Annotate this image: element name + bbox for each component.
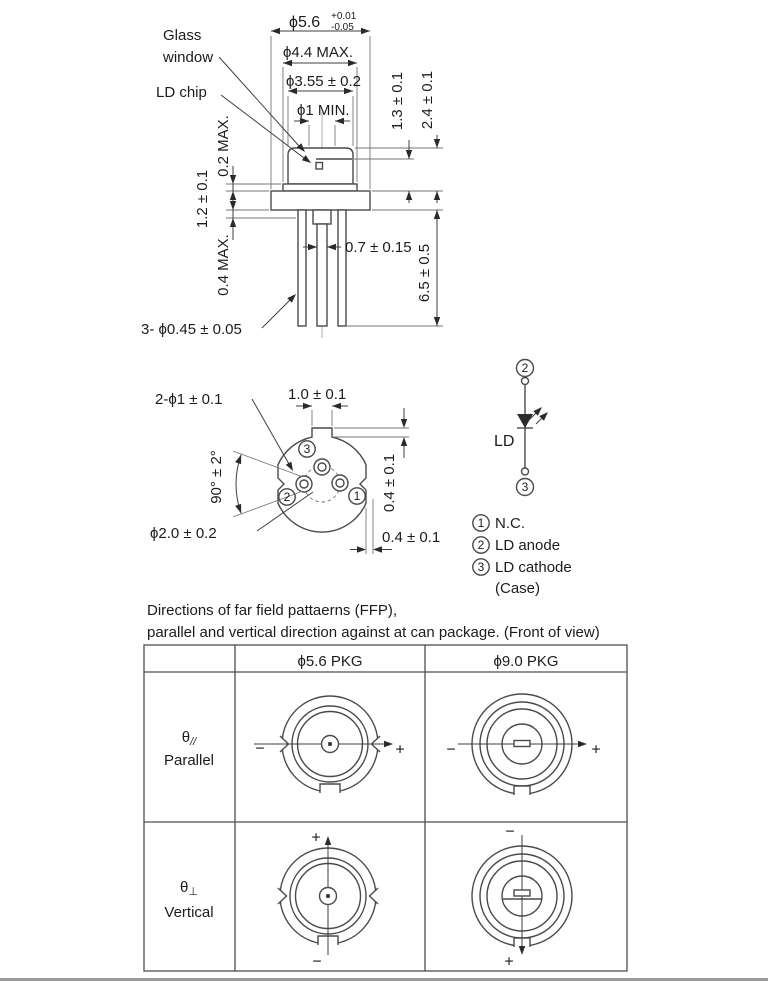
dim-flat-depth: 0.4 ± 0.1 bbox=[382, 529, 441, 546]
anode-pin-number: 2 bbox=[521, 361, 529, 375]
bottom-tab-notch bbox=[320, 784, 340, 793]
anode-terminal bbox=[522, 378, 529, 385]
lead-right bbox=[338, 210, 346, 326]
diode-triangle bbox=[517, 414, 533, 428]
emitter-dot bbox=[328, 742, 332, 746]
dim-window-diameter: ϕ1 MIN. bbox=[297, 102, 350, 119]
plus-sign: + bbox=[311, 829, 321, 847]
light-emission-arrows bbox=[530, 407, 548, 424]
dim-rim-diameter: ϕ4.4 MAX. bbox=[283, 44, 354, 61]
pin-2-number: 2 bbox=[283, 490, 291, 504]
ffp-caption-line2: parallel and vertical direction against at can package. (Front of view) bbox=[147, 624, 600, 641]
dim-plate-thickness: 0.2 MAX. bbox=[215, 115, 232, 177]
ffp-row2-symbol: $\theta_\perp$ bbox=[180, 879, 198, 898]
flange bbox=[271, 191, 370, 210]
side-view bbox=[141, 11, 443, 338]
circuit-diagram bbox=[473, 360, 572, 598]
lead-center bbox=[317, 224, 327, 326]
legend-1-number: 1 bbox=[477, 516, 485, 530]
minus-sign: − bbox=[312, 953, 322, 971]
pin-legend bbox=[473, 515, 572, 597]
ld-chip-square bbox=[316, 163, 323, 170]
dim-cap-diameter-tol-lower: -0.05 bbox=[331, 22, 354, 33]
dim-cylinder-diameter: ϕ3.55 ± 0.2 bbox=[286, 73, 362, 90]
dim-pin-angle: 90° ± 2° bbox=[208, 450, 225, 504]
pin-1-number: 1 bbox=[353, 489, 361, 503]
cap-rim bbox=[283, 184, 357, 191]
right-notch bbox=[370, 888, 379, 904]
emitter-stripe bbox=[514, 741, 530, 747]
dim-lead-length: 6.5 ± 0.5 bbox=[416, 243, 433, 303]
minus-sign: − bbox=[505, 823, 515, 841]
dim-pin-diameter: 2-ϕ1 ± 0.1 bbox=[155, 391, 223, 408]
emitter-dot bbox=[326, 894, 330, 898]
scan-edge-artifact bbox=[0, 978, 768, 981]
plus-sign: + bbox=[504, 953, 514, 971]
ffp-col-header-5-6: ϕ5.6 PKG bbox=[297, 653, 363, 670]
dim-pin-circle: ϕ2.0 ± 0.2 bbox=[150, 525, 217, 542]
legend-2-number: 2 bbox=[477, 538, 485, 552]
plus-sign: + bbox=[395, 741, 405, 759]
minus-sign: − bbox=[446, 741, 456, 759]
legend-3-label: LD cathode bbox=[495, 559, 572, 576]
plus-sign: + bbox=[591, 741, 601, 759]
dim-tab-width: 1.0 ± 0.1 bbox=[288, 386, 347, 403]
legend-2-label: LD anode bbox=[495, 537, 561, 554]
legend-3-number: 3 bbox=[477, 560, 485, 574]
legend-1-label: N.C. bbox=[495, 515, 525, 532]
dim-lead-diameter: 3- ϕ0.45 ± 0.05 bbox=[141, 321, 242, 338]
dim-cap-height: 2.4 ± 0.1 bbox=[419, 70, 436, 130]
ffp-diagram-5-6-vertical bbox=[278, 830, 378, 971]
left-notch bbox=[278, 888, 287, 904]
minus-sign: − bbox=[255, 740, 265, 758]
dim-flange-thickness: 1.2 ± 0.1 bbox=[194, 169, 211, 229]
bottom-view bbox=[150, 386, 440, 554]
ffp-row1-label: Parallel bbox=[163, 752, 215, 769]
pin-3-number: 3 bbox=[303, 442, 311, 456]
can-outline bbox=[278, 428, 366, 532]
glass-window-label-line2: window bbox=[163, 49, 214, 66]
dim-shoulder: 0.4 MAX. bbox=[215, 234, 232, 296]
side-view-package-outline bbox=[271, 148, 370, 326]
dim-lead-width: 0.7 ± 0.15 bbox=[345, 239, 412, 256]
ffp-col-header-9-0: ϕ9.0 PKG bbox=[493, 653, 559, 670]
cathode-terminal bbox=[522, 468, 529, 475]
legend-case-label: (Case) bbox=[495, 580, 541, 597]
dim-tab-height: 0.4 ± 0.1 bbox=[381, 453, 398, 513]
dim-chip-height: 1.3 ± 0.1 bbox=[389, 71, 406, 131]
ffp-diagram-9-0-vertical bbox=[472, 824, 572, 971]
glass-window-label-line1: Glass bbox=[163, 27, 202, 44]
dim-cap-diameter: ϕ5.6 bbox=[289, 14, 321, 31]
ffp-row1-symbol: $\theta_{//}$ bbox=[181, 729, 197, 748]
emitter-stripe bbox=[514, 890, 530, 896]
ld-chip-label: LD chip bbox=[156, 84, 207, 101]
ffp-section bbox=[144, 602, 627, 971]
bottom-tab-notch bbox=[514, 786, 530, 795]
cathode-pin-number: 3 bbox=[521, 480, 529, 494]
dim-cap-diameter-tol-upper: +0.01 bbox=[331, 11, 357, 22]
ffp-diagram-9-0-parallel bbox=[446, 694, 600, 795]
ffp-row2-label: Vertical bbox=[164, 904, 214, 921]
ld-symbol-label: LD bbox=[494, 433, 515, 450]
ffp-caption-line1: Directions of far field pattaerns (FFP), bbox=[147, 602, 398, 619]
lead-left bbox=[298, 210, 306, 326]
center-stem bbox=[313, 210, 331, 224]
ffp-diagram-5-6-parallel bbox=[254, 696, 405, 793]
